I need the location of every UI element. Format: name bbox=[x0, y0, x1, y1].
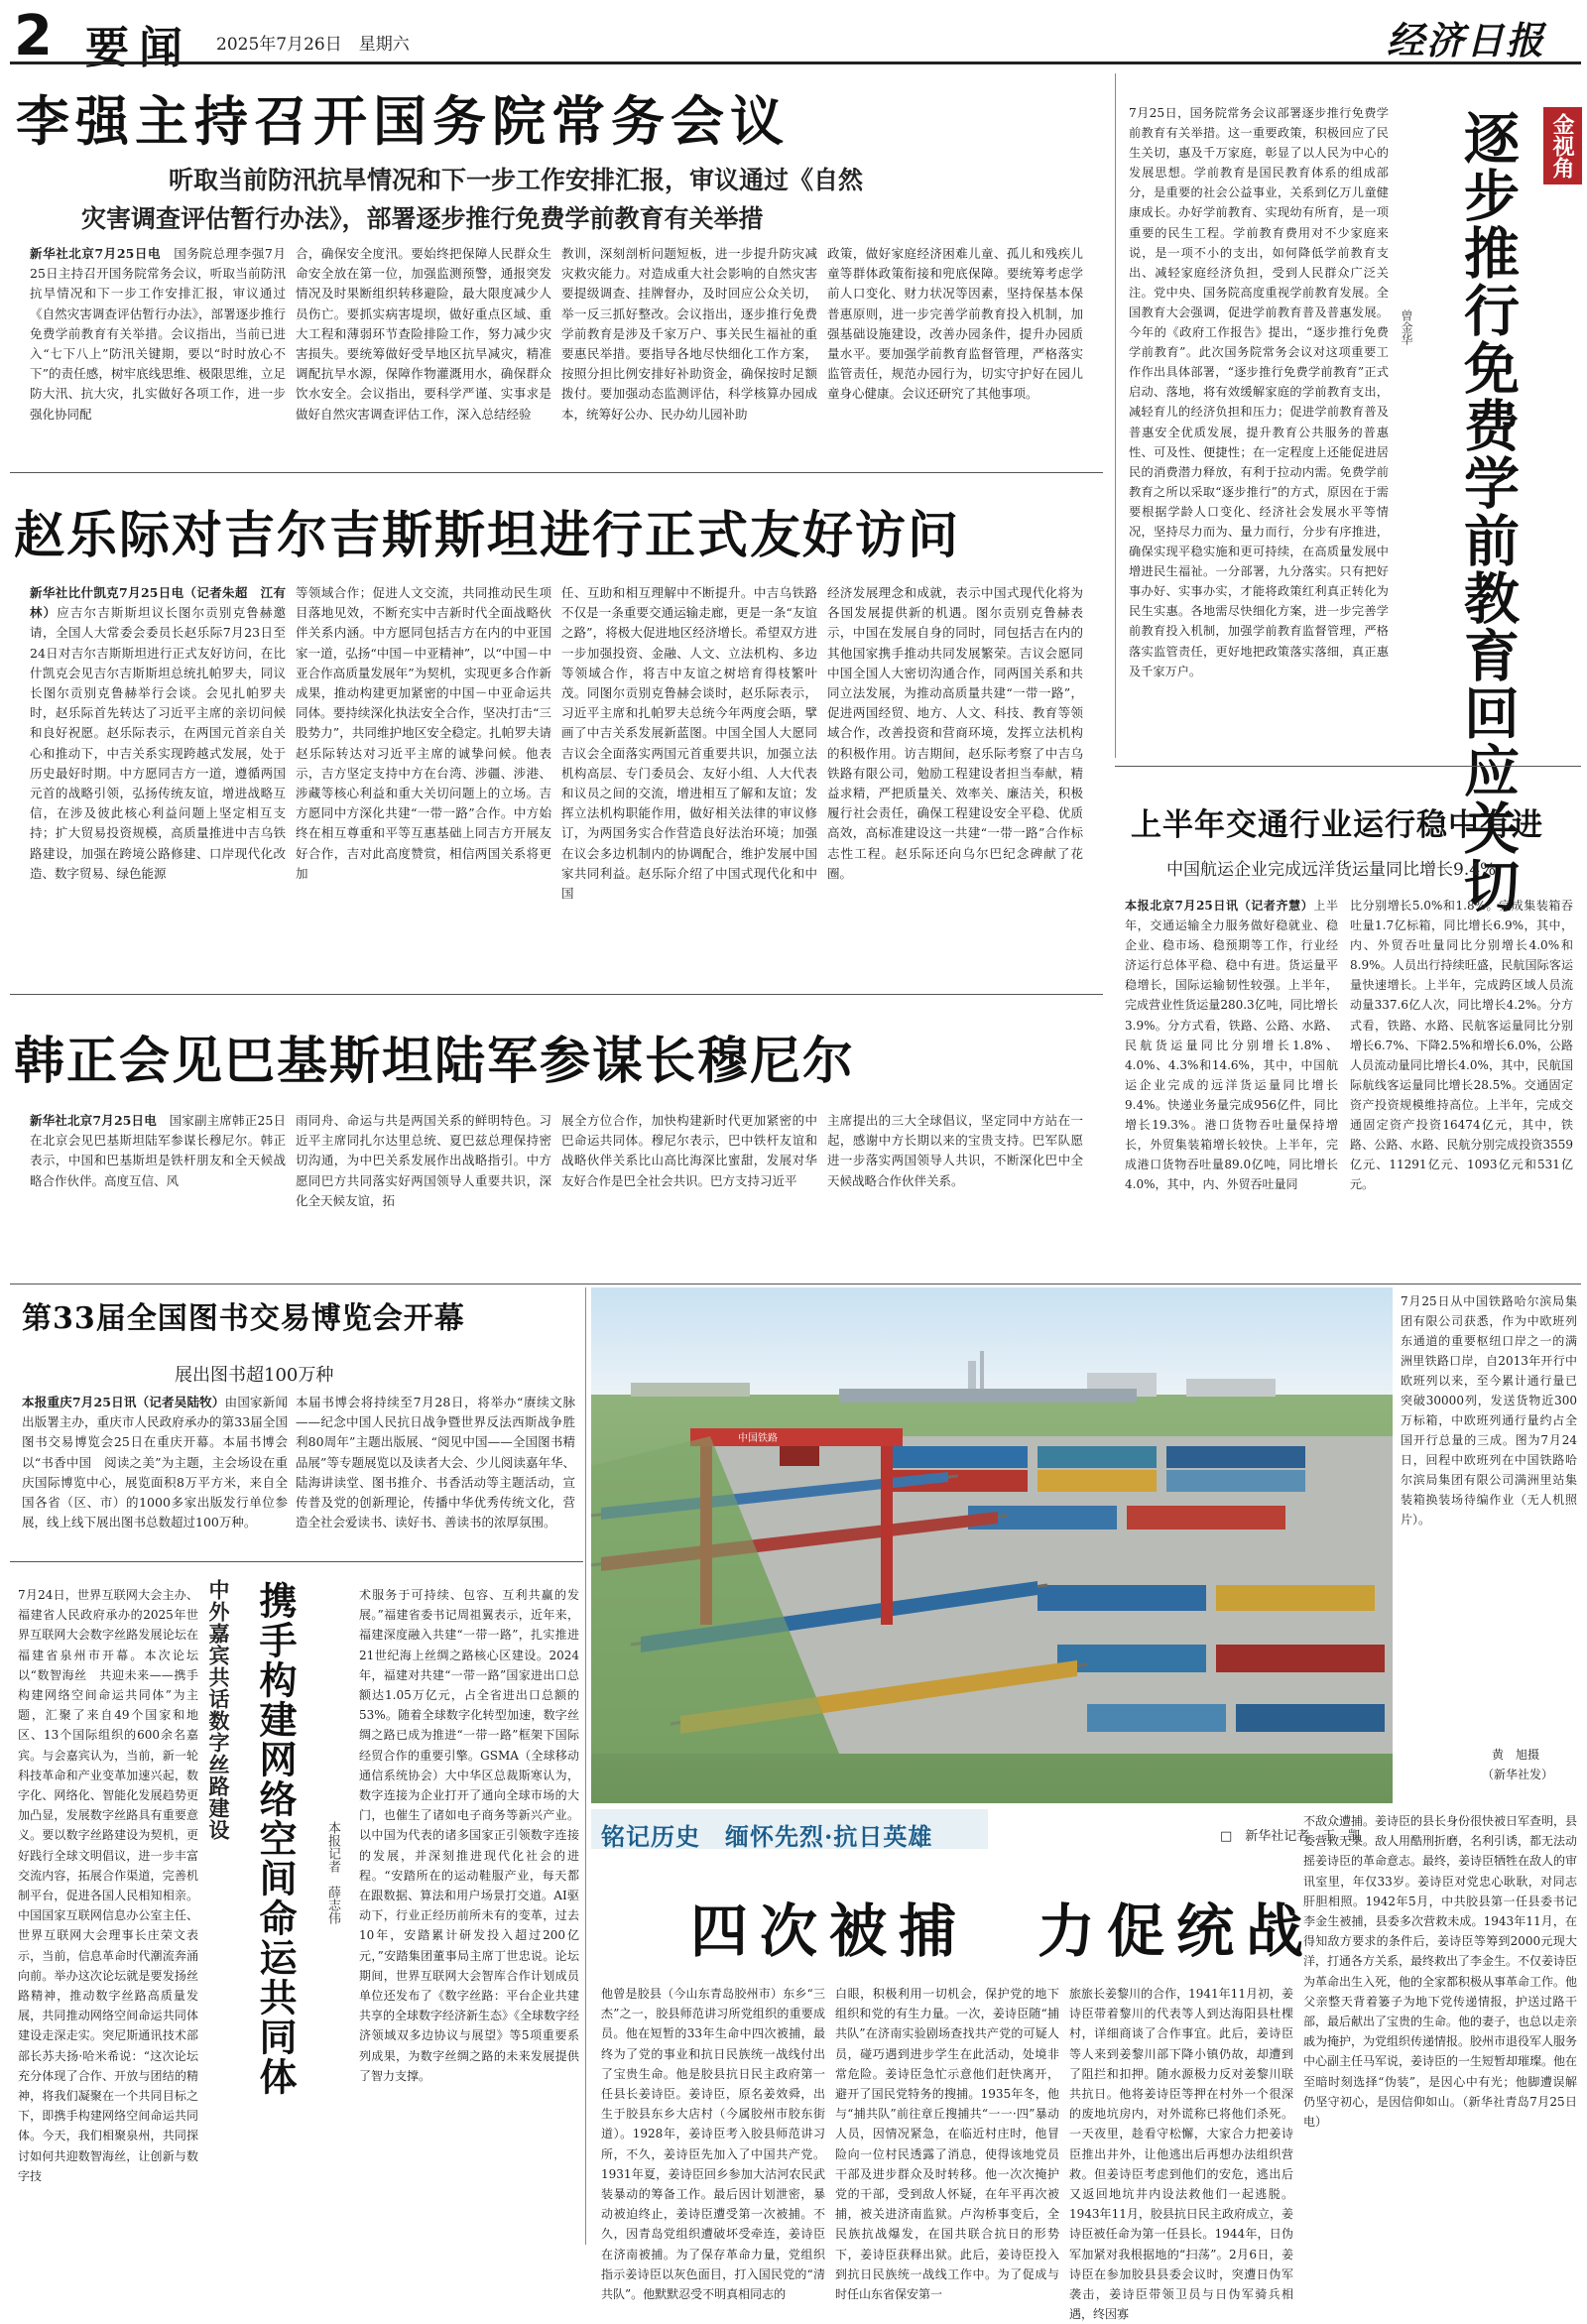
photo-credit-1: 黄 旭摄 bbox=[1492, 1748, 1540, 1762]
history-col-2: 白眼，积极利用一切机会，保护党的地下组织和党的有生力量。一次，姜诗臣随“捕共队”在济南实验剧场查找共产党的可疑人员，碰巧遇到进步学生在此活动，处境非常危险。姜诗臣急忙示意他们赶快离开，避开了国民党特务的搜捕。1935年冬，他与“捕共队”前往章丘搜捕共“一一·四”暴动人员，因情况紧急，在临近村庄时，他冒险向一位村民透露了消息，使得该地党员干部及进步群众及时转移。他一次次掩护党的干部，受到敌人怀疑，在年平再次被捕，被关进济南监狱。卢沟桥事变后，全民族抗战爆发，在国共联合抗日的形势下，姜诗臣获释出狱。此后，姜诗臣投入到抗日民族统一战线工作中。为了促成与时任山东省保安第一 bbox=[835, 1987, 1059, 2302]
photo-credit-2: （新华社发） bbox=[1482, 1768, 1554, 1781]
article-3-col-4: 主席提出的三大全球倡议，坚定同中方站在一起，感谢中方长期以来的宝贵支持。巴军队愿进一步落实两国领导人共识，不断深化巴中全天候战略合作伙伴关系。 bbox=[827, 1113, 1083, 1188]
subhead-line-2: 灾害调查评估暂行办法》，部署逐步推行免费学前教育有关举措 bbox=[81, 204, 764, 233]
article-1-col-3: 教训，深刻剖析问题短板，进一步提升防灾减灾救灾能力。对造成重大社会影响的自然灾害要提级调查、挂牌督办，及时回应公众关切，举一反三抓好整改。会议指出，逐步推行免费学前教育是涉及千家万户、事关民生福祉的重要惠民举措。要指导各地尽快细化工作方案，按照分担比例安排好补助资金，确保按时足额拨付。要加强动态监测评估，科学核算办园成本，统筹好公办、民办幼儿园补助 bbox=[561, 246, 817, 422]
history-column-name: 铭记历史 缅怀先烈·抗日英雄 bbox=[601, 1822, 933, 1851]
train-label: 中国铁路 bbox=[738, 1433, 778, 1444]
article-3-col-1: 新华社北京7月25日电 国家副主席韩正25日在北京会见巴基斯坦陆军参谋长穆尼尔。韩正表示，中国和巴基斯坦是铁杆朋友和全天候战略合作伙伴。高度互信、风 bbox=[30, 1113, 286, 1188]
bookfair-col-2: 本届书博会将持续至7月28日，将举办“赓续文脉——纪念中国人民抗日战争暨世界反法西斯战争胜利80周年”主题出版展、“阅见中国——全国图书精品展”等专题展览以及读者大会、少儿阅读嘉年华、陆海讲读堂、图书推介、书香活动等主题活动，宣传普及党的创新理论，传播中华优秀传统文化，营造全社会爱读书、读好书、善读书的浓厚氛围。 bbox=[296, 1395, 575, 1530]
subhead-bookfair: 展出图书超100万种 bbox=[175, 1365, 334, 1386]
sidebar-tag: 金视角 bbox=[1543, 107, 1582, 184]
photo-caption: 7月25日从中国铁路哈尔滨局集团有限公司获悉，作为中欧班列东通道的重要枢纽口岸之一的满洲里铁路口岸，自2013年开行中欧班列以来，至今累计通行量已突破30000列，发送货物近300万标箱，中欧班列通行量约占全国开行总量的三成。图为7月24日，回程中欧班列在中国铁路哈尔滨局集团有限公司满洲里站集装箱换装场待编作业（无人机照片）。 bbox=[1401, 1294, 1577, 1527]
article-2-col-3: 任、互助和相互理解中不断提升。中吉乌铁路不仅是一条重要交通运输走廊，更是一条“友谊之路”，将极大促进地区经济增长。希望双方进一步加强投资、金融、人文、立法机构、多边等领域合作，将吉中友谊之树培育得枝繁叶茂。同图尔贡别克鲁赫会谈时，赵乐际表示，习近平主席和扎帕罗夫总统今年两度会晤，擘画了中吉关系发展新蓝图。中国全国人大愿同吉议会全面落实两国元首重要共识，加强立法机构高层、专门委员会、友好小组、人大代表和议员之间的交流，增进相互了解和友谊；发挥立法机构职能作用，做好相关法律的审议修订，为两国务实合作营造良好法治环境；加强在议会多边机制内的协调配合，维护发展中国家共同利益。赵乐际介绍了中国式现代化和中国 bbox=[561, 585, 817, 902]
article-3-col-2: 雨同舟、命运与共是两国关系的鲜明特色。习近平主席同扎尔达里总统、夏巴兹总理保持密切沟通，为中巴关系发展作出战略指引。中方愿同巴方共同落实好两国领导人重要共识，深化全天候友谊，拓 bbox=[296, 1113, 551, 1208]
section-name: 要闻 bbox=[85, 23, 192, 73]
article-2-col-1: 新华社比什凯克7月25日电（记者朱超 江有林）应吉尔吉斯斯坦议长图尔贡别克鲁赫邀请，全国人大常委会委员长赵乐际7月23日至24日对吉尔吉斯斯坦进行正式友好访问，在比什凯克会见吉尔吉斯斯坦总统扎帕罗夫，同议长图尔贡别克鲁赫举行会谈。会见扎帕罗夫时，赵乐际首先转达了习近平主席的亲切问候和良好祝愿。赵乐际表示，在两国元首亲自关心和推动下，中吉关系实现跨越式发展，处于历史最好时期。中方愿同吉方一道，遵循两国元首的战略引领，弘扬传统友谊，增进战略互信，在涉及彼此核心利益问题上坚定相互支持；扩大贸易投资规模，高质量推进中吉乌铁路建设，加强在跨境公路修建、口岸现代化改造、数字贸易、绿色能源 bbox=[30, 585, 286, 881]
history-col-4: 不敌众遭捕。姜诗臣的县长身份很快被日军查明，县委营救无果。敌人用酷刑折磨，名利引诱，都无法动摇姜诗臣的革命意志。最终，姜诗臣牺牲在敌人的审讯室里，年仅33岁。姜诗臣对党忠心耿耿，对同志肝胆相照。1942年5月，中共胶县第一任县委书记李金生被捕，县委多次营救未成。1943年11月，在得知敌方要求的条件后，姜诗臣等筹到2000元现大洋，打通各方关系，最终救出了李金生。不仅姜诗臣为革命出生入死，他的全家都积极从事革命工作。他父亲整天背着篓子为地下党传递情报，护送过路干部，最后献出了宝贵的生命。他的妻子，也总以走亲戚为掩护，为党组织传递情报。胶州市退役军人服务中心副主任马军说，姜诗臣的一生短暂却璀璨。他在至暗时刻选择“伪装”，是因心中有光；他脚遭误解仍坚守初心，是因信仰如山。（新华社青岛7月25日电） bbox=[1303, 1814, 1578, 2130]
subhead-traffic: 中国航运企业完成远洋货运量同比增长9.4% bbox=[1166, 860, 1497, 880]
article-1-col-1: 新华社北京7月25日电 国务院总理李强7月25日主持召开国务院常务会议，听取当前防汛抗旱情况和下一步工作安排汇报，审议通过《自然灾害调查评估暂行办法》，部署逐步推行免费学前教育有关举措。会议指出，当前已进入“七下八上”防汛关键期，要以“时时放心不下”的责任感，树牢底线思维、极限思维，立足防大汛、抗大灾，扎实做好各项工作，进一步强化协同配 bbox=[30, 246, 286, 422]
sidebar-author: 曾金华 bbox=[1400, 309, 1413, 345]
headline-bookfair: 第33届全国图书交易博览会开幕 bbox=[22, 1301, 465, 1336]
silkroad-col-1: 7月24日，世界互联网大会主办、福建省人民政府承办的2025年世界互联网大会数字丝路发展论坛在福建省泉州市开幕。本次论坛以“数智海丝 共迎未来——携手构建网络空间命运共同体”为主题，汇聚了来自49个国家和地区、13个国际组织的600余名嘉宾。与会嘉宾认为，当前，新一轮科技革命和产业变革加速兴起，数字化、网络化、智能化发展趋势更加凸显，发展数字丝路具有重要意义。要以数字丝路建设为契机，更好践行全球文明倡议，进一步丰富交流内容，拓展合作渠道，完善机制平台，促进各国人民相知相亲。中国国家互联网信息办公室主任、世界互联网大会理事长庄荣文表示，当前，信息革命时代潮流奔涌向前。举办这次论坛就是要发扬丝路精神，推动数字丝路高质量发展，共同推动网络空间命运共同体建设走深走实。突尼斯通讯技术部部长苏夫扬·哈米希说：“这次论坛充分体现了合作、开放与团结的精神，将我们凝聚在一个共同目标之下，即携手构建网络空间命运共同体。今天，我们相聚泉州，共同探讨如何共迎数智海丝，让创新与数字技 bbox=[18, 1588, 198, 2183]
history-col-3: 旅旅长姜黎川的合作，1941年11月初，姜诗臣带着黎川的代表等人到达海阳县杜棵村，详细商谈了合作事宜。此后，姜诗臣等人来到姜黎川部下降小镇仍故，却遭到了阻拦和扣押。随水源极力反对姜黎川联共抗日。他将姜诗臣等押在村外一个很深的废地坑房内，对外谎称已将他们杀死。一天夜里，趁看守松懈，大家合力把姜诗臣推出井外，让他逃出后再想办法组织营救。但姜诗臣考虑到他们的安危，逃出后又返回地坑井内设法救他们一起逃脱。1943年11月，胶县抗日民主政府成立，姜诗臣被任命为第一任县长。1944年，日伪军加紧对我根据地的“扫荡”。2月6日，姜诗臣在参加胶县县委会议时，突遭日伪军袭击，姜诗臣带领卫员与日伪军骑兵相遇，终因寡 bbox=[1069, 1987, 1293, 2322]
traffic-col-1: 本报北京7月25日讯（记者齐慧）上半年，交通运输全力服务做好稳就业、稳企业、稳市场、稳预期等工作，行业经济运行总体平稳、稳中有进。货运量平稳增长，国际运输韧性较强。上半年，完成营业性货运量280.3亿吨，同比增长3.9%。分方式看，铁路、公路、水路、民航货运量同比分别增长1.8%、4.0%、4.3%和14.6%，其中，中国航运企业完成的远洋货运量同比增长9.4%。快递业务量完成956亿件，同比增长19.3%。港口货物吞吐量保持增长，外贸集装箱增长较快。上半年，完成港口货物吞吐量89.0亿吨，同比增长4.0%，其中，内、外贸吞吐量同 bbox=[1125, 899, 1338, 1192]
history-col-1: 他曾是胶县（今山东青岛胶州市）东乡“三杰”之一，胶县师范讲习所党组织的重要成员。他在短暂的33年生命中四次被捕，最终为了党的事业和抗日民族统一战线付出了宝贵生命。他是胶县抗日民主政府第一任县长姜诗臣。姜诗臣，原名姜效舜，出生于胶县东乡大店村（今属胶州市胶东街道）。1928年，姜诗臣考入胶县师范讲习所，不久，姜诗臣先加入了中国共产党。1931年夏，姜诗臣回乡参加大沽河农民武装暴动的筹备工作。最后因计划泄密，暴动被迫终止，姜诗臣遭受第一次被捕。不久，因青岛党组织遭破坏受牵连，姜诗臣在济南被捕。为了保存革命力量，党组织指示姜诗臣以灰色面目，打入国民党的“清共队”。他默默忍受不明真相同志的 bbox=[601, 1987, 825, 2302]
silkroad-col-2: 术服务于可持续、包容、互利共赢的发展。”福建省委书记周祖翼表示，近年来，福建深度融入共建“一带一路”，扎实推进21世纪海上丝绸之路核心区建设。2024年，福建对共建“一带一路”国家进出口总额达1.05万亿元，占全省进出口总额的53%。随着全球数字化转型加速，数字丝绸之路已成为推进“一带一路”框架下国际经贸合作的重要引擎。GSMA（全球移动通信系统协会）大中华区总裁斯寒认为，数字连接为企业打开了通向全球市场的大门，也催生了诸如电子商务等新兴产业。以中国为代表的诸多国家正引领数字连接的发展，并深刻推进现代化社会的进程。“安踏所在的运动鞋服产业，每天都在跟数据、算法和用户场景打交道。AI驱动下，行业正经历前所未有的变革，过去10年，安踏累计研发投入超过200亿元，”安踏集团董事局主席丁世忠说。论坛期间，世界互联网大会智库合作计划成员单位还发布了《数字丝路：平台企业共建共享的全球数字经济新生态》《全球数字经济领域双多边协议与展望》等5项重要系列成果，为数字丝绸之路的未来发展提供了智力支撑。 bbox=[359, 1588, 580, 2083]
page-number: 2 bbox=[14, 4, 53, 68]
traffic-col-2: 比分别增长5.0%和1.8%。完成集装箱吞吐量1.7亿标箱，同比增长6.9%，其中，内、外贸吞吐量同比分别增长4.0%和8.9%。人员出行持续旺盛，民航国际客运量快速增长。上半年，完成跨区域人员流动量337.6亿人次，同比增长4.2%。分方式看，铁路、水路、民航客运量同比分别增长6.7%、下降2.5%和增长6.0%，公路人员流动量同比增长4.0%，其中，民航国际航线客运量同比增长28.5%。交通固定资产投资规模维持高位。上半年，完成交通固定资产投资16474亿元，其中，铁路、公路、水路、民航分别完成投资3559亿元、11291亿元、1093亿元和531亿元。 bbox=[1350, 899, 1573, 1192]
issue-date: 2025年7月26日 星期六 bbox=[216, 35, 410, 55]
article-3-col-3: 展全方位合作，加快构建新时代更加紧密的中巴命运共同体。穆尼尔表示，巴中铁杆友谊和战略伙伴关系比山高比海深比蜜甜，发展对华友好合作是巴全社会共识。巴方支持习近平 bbox=[561, 1113, 817, 1188]
headline-article-2: 赵乐际对吉尔吉斯斯坦进行正式友好访问 bbox=[14, 506, 961, 565]
article-2-col-4: 经济发展理念和成就，表示中国式现代化将为各国发展提供新的机遇。图尔贡别克鲁赫表示，中国在发展自身的同时，同包括吉在内的其他国家携手推动共同发展繁荣。吉议会愿同中国全国人大密切沟通合作，同两国关系和共同立法发展，为推动高质量共建“一带一路”，促进两国经贸、地方、人文、科技、教育等领域合作，改善投资和营商环境，发挥立法机构的积极作用。访吉期间，赵乐际考察了中吉乌铁路有限公司，勉励工程建设者担当奉献，精益求精，严把质量关、效率关、廉洁关，积极履行社会责任，确保工程建设安全平稳、优质高效，高标准建设这一共建“一带一路”合作标志性工程。赵乐际还向乌尔巴纪念碑献了花圈。 bbox=[827, 585, 1083, 881]
subhead-line-1: 听取当前防汛抗旱情况和下一步工作安排汇报，审议通过《自然 bbox=[169, 166, 864, 194]
headline-article-3: 韩正会见巴基斯坦陆军参谋长穆尼尔 bbox=[14, 1032, 856, 1091]
freight-train-photo bbox=[591, 1287, 1393, 1803]
history-author: □ 新华社记者 王 凯 bbox=[1220, 1829, 1362, 1844]
article-1-col-4: 政策，做好家庭经济困难儿童、孤儿和残疾儿童等群体政策衔接和兜底保障。要统筹考虑学前人口变化、财力状况等因素，坚持保基本保普惠原则，进一步完善学前教育投入机制，加强基础设施建设，改善办园条件，提升办园质量水平。要加强学前教育监督管理，严格落实监管责任，规范办园行为，切实守护好在园儿童身心健康。会议还研究了其他事项。 bbox=[827, 246, 1083, 402]
history-headline: 四次被捕 力促统战 bbox=[690, 1897, 1316, 1965]
article-2-col-2: 等领域合作；促进人文交流，共同推动民生项目落地见效，不断充实中吉新时代全面战略伙伴关系内涵。中方愿同包括吉方在内的中亚国家一道，弘扬“中国－中亚精神”，以“中国－中亚合作高质量发展年”为契机，实现更多合作新成果，推动构建更加紧密的中国－中亚命运共同体。要持续深化执法安全合作，坚决打击“三股势力”，共同维护地区安全稳定。扎帕罗夫请赵乐际转达对习近平主席的诚挚问候。他表示，吉方坚定支持中方在台湾、涉疆、涉港、涉藏等核心利益和重大关切问题上的立场。吉方愿同中方深化共建“一带一路”合作。中方始终在相互尊重和平等互惠基础上同吉方开展友好合作，吉对此高度赞赏，相信两国关系将更加 bbox=[296, 585, 551, 881]
rail-yard-illustration bbox=[591, 1287, 1393, 1803]
bookfair-col-1: 本报重庆7月25日讯（记者吴陆牧）由国家新闻出版署主办，重庆市人民政府承办的第33届全国图书交易博览会25日在重庆开幕。本届书博会以“书香中国 阅读之美”为主题，主会场设在重庆国际博览中心，展览面积8万平方米，来自全国各省（区、市）的1000多家出版发行单位参展，线上线下展出图书总数超过100万种。 bbox=[22, 1395, 288, 1530]
silkroad-headline: 携手构建网络空间命运共同体 bbox=[253, 1581, 298, 2097]
article-1-col-2: 合，确保安全度汛。要始终把保障人民群众生命安全放在第一位，加强监测预警，通报突发情况及时果断组织转移避险，最大限度减少人员伤亡。要抓实病害堤坝，做好重点区域、重大工程和薄弱环节查险排险工作，努力减少灾害损失。要统筹做好受旱地区抗旱减灾，精准调配抗旱水源，保障作物灌溉用水，确保群众饮水安全。会议指出，要科学严谨、实事求是做好自然灾害调查评估工作，深入总结经验 bbox=[296, 246, 551, 422]
masthead: 经济日报 bbox=[1387, 18, 1546, 62]
silkroad-kicker: 中外嘉宾共话数字丝路建设 bbox=[206, 1579, 231, 1841]
sidebar-body: 7月25日，国务院常务会议部署逐步推行免费学前教育有关举措。这一重要政策，积极回应了民生关切，惠及千万家庭，彰显了以人民为中心的发展思想。学前教育是国民教育体系的组成部分，是重要的社会公益事业，关系到亿万儿童健康成长。办好学前教育、实现幼有所育，是一项重要的民生工程。学前教育费用对不少家庭来说，是一项不小的支出，如何降低学前教育支出、减轻家庭经济负担，受到人民群众广泛关注。党中央、国务院高度重视学前教育发展。全国教育大会强调，促进学前教育普及普惠发展。今年的《政府工作报告》提出，“逐步推行免费学前教育”。此次国务院常务会议对这项重要工作作出具体部署，“逐步推行免费学前教育”正式启动、落地，将有效缓解家庭的学前教育支出，减轻育儿的经济负担和压力；促进学前教育普及普惠安全优质发展，提升教育公共服务的普惠性、可及性、便捷性；在一定程度上还能促进居民的消费潜力释放，有利于拉动内需。免费学前教育之所以采取“逐步推行”的方式，原因在于需要根据学龄人口变化、经济社会发展水平等情况，坚持尽力而为、量力而行，分步有序推进，确保实现平稳实施和更可持续，在高质量发展中增进民生福祉。一分部署，九分落实。只有把好事办好、实事办实，才能将政策红利真正转化为民生实惠。各地需尽快细化方案，进一步完善学前教育投入机制，加强学前教育监督管理，严格落实监管责任，更好地把政策落实落细，真正惠及千家万户。 bbox=[1129, 106, 1389, 678]
silkroad-author: 本报记者 薛志伟 bbox=[325, 1821, 340, 1924]
sidebar-headline: 逐步推行免费学前教育回应关切 bbox=[1455, 109, 1521, 915]
headline-article-1: 李强主持召开国务院常务会议 bbox=[16, 89, 790, 153]
headline-traffic: 上半年交通行业运行稳中有进 bbox=[1131, 807, 1543, 843]
